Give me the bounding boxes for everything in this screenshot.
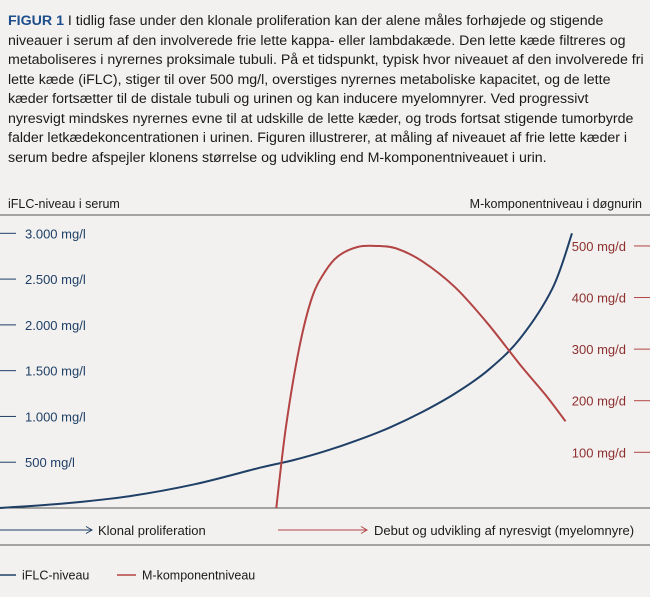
y-left-tick-label: 2.500 mg/l <box>25 272 86 288</box>
y-left-tick-label: 3.000 mg/l <box>25 226 86 242</box>
phase-label: Debut og udvikling af nyresvigt (myelomnyre) <box>374 523 635 538</box>
y-right-tick-label: 500 mg/d <box>571 238 626 254</box>
series-lines <box>0 233 572 508</box>
y-right-tick-label: 300 mg/d <box>571 342 626 358</box>
y-right-tick-label: 400 mg/d <box>571 290 626 306</box>
chart-frame <box>0 215 650 545</box>
y-left-tick-label: 1.500 mg/l <box>25 363 86 379</box>
legend-label: M-komponentniveau <box>142 568 256 583</box>
y-right-tick-label: 200 mg/d <box>571 393 626 409</box>
y-axis-left-ticks <box>0 226 86 470</box>
y-left-tick-label: 2.000 mg/l <box>25 317 86 333</box>
figure-label: FIGUR 1 <box>8 13 64 29</box>
y-left-tick-label: 500 mg/l <box>25 455 75 471</box>
phase-arrows <box>0 523 634 538</box>
series-m-component-line <box>276 246 565 508</box>
figure-caption-text: I tidlig fase under den klonale proliferation kan der alene måles forhøjede og stigende niveauer i serum af den involverede frie lette kappa- eller lambdakæde. Den lette kæde filtreres og metaboliseres i nyrernes proksimale tubuli. På et tidspunkt, typisk hvor niveauet af den involverede fri lette kæde (iFLC), stiger til over 500 mg/l, overstiges nyrernes metaboliske kapacitet, og de lette kæder fortsætter til de distale tubuli og urinen og kan inducere myelomnyrer. Ved progressivt nyresvigt mindskes nyrernes evne til at udskille de lette kæder, og trods fortsat stigende tumorbyrde falder letkædekoncentrationen i urinen. Figuren illustrerer, at måling af niveauet af frie lette kæder i serum bedre afspejler klonens størrelse og udvikling end M-komponentniveauet i urin. <box>8 13 644 166</box>
legend-label: iFLC-niveau <box>22 568 90 583</box>
y-axis-right-ticks <box>572 239 650 460</box>
y-axis-right-title: M-komponentniveau i døgnurin <box>469 197 642 211</box>
y-axis-left-title: iFLC-niveau i serum <box>8 197 120 211</box>
legend <box>0 569 255 583</box>
y-left-tick-label: 1.000 mg/l <box>25 409 86 425</box>
y-right-tick-label: 100 mg/d <box>571 445 626 461</box>
series-iflc-line <box>0 233 572 508</box>
phase-label: Klonal proliferation <box>98 523 206 538</box>
